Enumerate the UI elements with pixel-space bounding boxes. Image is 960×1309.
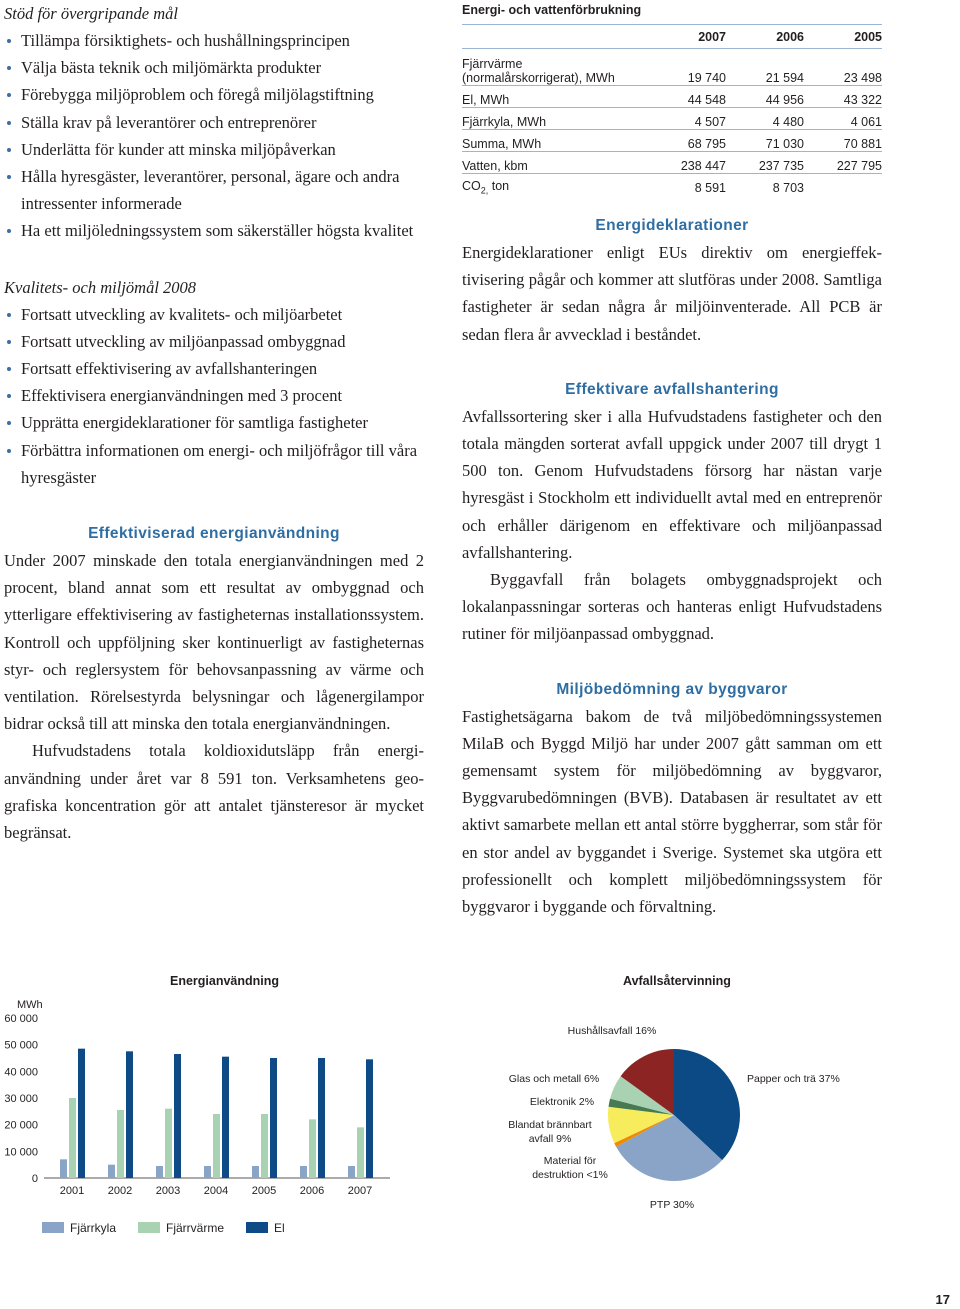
legend-label: Fjärrvärme [166, 1221, 225, 1235]
targets-list [4, 301, 424, 491]
cell: 19 740 [648, 49, 726, 86]
bar-fjärrvärme-2005 [261, 1114, 268, 1178]
bar-fjärrkyla-2007 [348, 1166, 355, 1178]
target-item: Effektivisera energianvändningen med 3 procent [4, 382, 424, 409]
table-row [462, 86, 882, 108]
cell: 8 591 [694, 181, 726, 195]
table-header-blank [462, 25, 648, 49]
left-column [4, 0, 424, 846]
target-item: Fortsatt utveckling av miljöanpassad ombyggnad [4, 328, 424, 355]
row-label: $CO_{2,}$ ton [462, 178, 510, 195]
energy-heading: Effektiviserad energianvändning [88, 525, 340, 543]
row-label: Fjärrkyla, MWh [462, 108, 648, 130]
x-tick-label: 2004 [203, 1185, 229, 1197]
cell: 43 322 [804, 86, 882, 108]
table-title: Energi- och vattenförbrukning [462, 3, 642, 17]
cell: 8 703 [772, 181, 804, 195]
y-tick-label: 10 000 [4, 1146, 38, 1159]
goals-list [4, 27, 424, 245]
table-row [462, 152, 882, 174]
y-tick-label: 0 [31, 1173, 38, 1185]
cell [804, 174, 882, 196]
legend-swatch-fjärrvärme [138, 1222, 160, 1233]
energy-bar-chart [0, 990, 400, 1250]
bar-el-2004 [222, 1057, 229, 1178]
cell: 71 030 [726, 130, 804, 152]
legend-swatch-fjärrkyla [42, 1222, 64, 1233]
bar-fjärrvärme-2007 [357, 1127, 364, 1178]
pie-label: Hushållsavfall 16% [567, 1025, 657, 1037]
bar-fjärrkyla-2005 [252, 1166, 259, 1178]
row-label: El, MWh [462, 86, 648, 108]
y-tick-label: 20 000 [4, 1119, 38, 1132]
cell: 44 956 [726, 86, 804, 108]
cell: 238 447 [648, 152, 726, 174]
bar-el-2001 [78, 1049, 85, 1178]
bar-el-2007 [366, 1059, 373, 1178]
targets-title: Kvalitets- och miljömål 2008 [4, 277, 197, 297]
goal-item: Tillämpa försiktighets- och hushållningsprincipen [4, 27, 424, 54]
y-unit-label: MWh [17, 999, 43, 1011]
pie-label: PTP 30% [649, 1199, 695, 1211]
bar-fjärrvärme-2002 [117, 1110, 124, 1178]
year-2007: 2007 [648, 25, 726, 49]
bar-el-2006 [318, 1058, 325, 1178]
cell: 4 480 [726, 108, 804, 130]
y-tick-label: 40 000 [4, 1066, 38, 1079]
declarations-paragraph: Energideklarationer enligt EUs direktiv om energieffektivisering pågår och kommer att slutföras under 2008. Samtliga fastigheter är sedan några år miljöinventerade. All PCB är sedan flera år avvecklad i beståndet. [462, 243, 882, 344]
x-tick-label: 2006 [299, 1185, 325, 1197]
y-tick-label: 50 000 [4, 1039, 38, 1052]
year-2006: 2006 [726, 25, 804, 49]
page-number: 17 [935, 1292, 950, 1307]
legend-label: El [274, 1221, 285, 1235]
right-column [462, 212, 882, 920]
y-tick-label: 60 000 [4, 1013, 38, 1025]
target-item: Fortsatt utveckling av kvalitets- och miljöarbetet [4, 301, 424, 328]
waste-chart-title: Avfallsåtervinning [623, 974, 731, 988]
table-header-row [462, 25, 882, 49]
bar-el-2005 [270, 1058, 277, 1178]
cell: 227 795 [804, 152, 882, 174]
goal-item: Ställa krav på leverantörer och entreprenörer [4, 109, 424, 136]
declarations-heading: Energideklarationer [595, 217, 749, 234]
legend-swatch-el [246, 1222, 268, 1233]
pie-label: Blandat brännbart avfall 9% [508, 1119, 592, 1145]
bar-fjärrkyla-2006 [300, 1166, 307, 1178]
waste-paragraph-1: Avfallssortering sker i alla Hufvudstadens fastigheter och den totala mängden sorterat avfall uppgick under 2007 till drygt 1 500 ton. Genom Hufvudstadens försorg har nästan varje hyresgäst i Stockholm ett individuellt avtal med en entreprenör och erhåller därigenom en effektivare och miljöanpassad avfallshantering. [462, 406, 882, 562]
waste-pie-chart [480, 1000, 880, 1225]
row-label: Fjärrvärme (normalårskorrigerat), MWh [462, 49, 648, 86]
cell: 44 548 [648, 86, 726, 108]
table-row [462, 108, 882, 130]
pie-label: Elektronik 2% [529, 1096, 595, 1108]
goal-item: Förebygga miljöproblem och föregå miljölagstiftning [4, 81, 424, 108]
table-row [462, 49, 882, 86]
pie-label: Glas och metall 6% [508, 1073, 600, 1085]
materials-paragraph: Fastighetsägarna bakom de två miljöbedömningssystemen MilaB och Byggd Miljö har under 2007 gått samman om ett gemensamt system för miljöbedömning av byggvaror, Byggvarubedömningen (BVB). Databasen är resultatet av ett aktivt samarbete mellan ett antal större byggherrar, som står för en stor andel av byggandet i Sverige. Systemet ska utgöra ett professionellt och komplett miljöbedömningssystem för byggvaror i byggande och förvaltning. [462, 706, 882, 917]
goal-item: Välja bästa teknik och miljömärkta produkter [4, 54, 424, 81]
bar-fjärrkyla-2002 [108, 1165, 115, 1178]
target-item: Upprätta energideklarationer för samtliga fastigheter [4, 409, 424, 436]
energy-water-table [462, 0, 882, 195]
bar-fjärrkyla-2003 [156, 1166, 163, 1178]
bar-el-2002 [126, 1051, 133, 1178]
table-row-co2 [462, 174, 882, 196]
bar-fjärrkyla-2001 [60, 1159, 67, 1178]
cell: 4 061 [804, 108, 882, 130]
energy-paragraph-1: Under 2007 minskade den totala energianvändningen med 2 procent, bland annat som ett resultat av ombyggnad och ytterligare effektivisering av fastigheternas installationssystem. Kontroll och uppföljning sker kontinuerligt av fastigheternas styr- och reglersystem för behovsanpassning av värme och ventilation. Rörelsestyrda belysningar och lågenergilampor bidrar också till att minska den totala energianvändningen. [4, 551, 424, 734]
bar-el-2003 [174, 1054, 181, 1178]
row-label: Vatten, kbm [462, 152, 648, 174]
goal-item: Ha ett miljöledningssystem som säkerställer högsta kvalitet [4, 217, 424, 244]
x-tick-label: 2005 [251, 1185, 277, 1197]
bar-fjärrkyla-2004 [204, 1166, 211, 1178]
x-tick-label: 2001 [59, 1185, 85, 1197]
x-tick-label: 2002 [107, 1185, 133, 1197]
cell: 68 795 [648, 130, 726, 152]
bar-fjärrvärme-2006 [309, 1119, 316, 1178]
energy-chart-title: Energianvändning [170, 974, 280, 988]
waste-heading: Effektivare avfallshantering [565, 380, 779, 398]
y-tick-label: 30 000 [4, 1093, 38, 1105]
bar-fjärrvärme-2004 [213, 1114, 220, 1178]
x-tick-label: 2003 [155, 1185, 181, 1197]
table-row [462, 130, 882, 152]
materials-heading: Miljöbedömning av byggvaror [556, 680, 788, 698]
bar-fjärrvärme-2001 [69, 1098, 76, 1178]
waste-paragraph-2: Byggavfall från bolagets ombyggnadsprojekt och lokalanpassningar sorteras och hanteras enligt Hufvudstadens rutiner för miljöanpassad ombyggnad. [462, 570, 882, 644]
cell: 23 498 [804, 49, 882, 86]
pie-label: Material för destruktion <1% [532, 1155, 608, 1181]
bar-fjärrvärme-2003 [165, 1109, 172, 1178]
goal-item: Hålla hyresgäster, leverantörer, personal, ägare och andra intressenter informerade [4, 163, 424, 217]
energy-paragraph-2: Hufvudstadens totala koldioxidutsläpp från energianvändning under året var 8 591 ton. Verksamhetens geografiska koncentration gör att antalet tjänsteresor är mycket begränsat. [4, 741, 424, 843]
row-label: Summa, MWh [462, 130, 648, 152]
year-2005: 2005 [804, 25, 882, 49]
goal-item: Underlätta för kunder att minska miljöpåverkan [4, 136, 424, 163]
cell: 21 594 [726, 49, 804, 86]
target-item: Fortsatt effektivisering av avfallshanteringen [4, 355, 424, 382]
x-tick-label: 2007 [347, 1185, 373, 1197]
cell: 4 507 [648, 108, 726, 130]
cell: 237 735 [726, 152, 804, 174]
goals-title: Stöd för övergripande mål [4, 4, 178, 23]
pie-label: Papper och trä 37% [747, 1073, 840, 1085]
legend-label: Fjärrkyla [70, 1221, 117, 1235]
target-item: Förbättra informationen om energi- och miljöfrågor till våra hyresgäster [4, 437, 424, 491]
cell: 70 881 [804, 130, 882, 152]
